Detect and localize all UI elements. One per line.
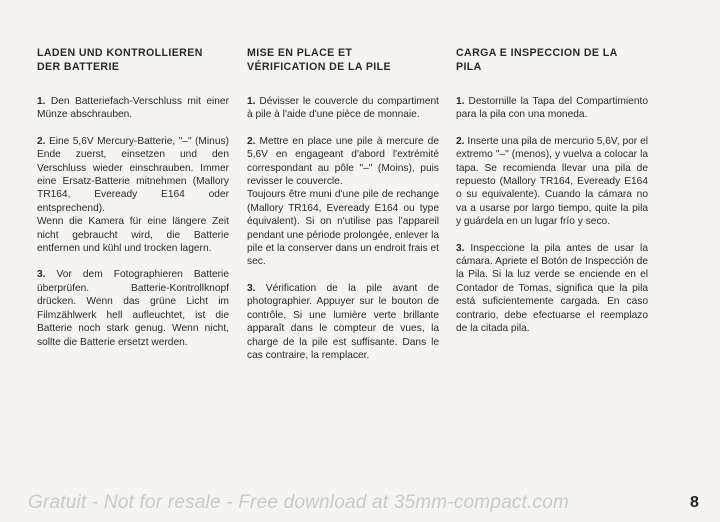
- step-2: [37, 135, 229, 256]
- step-3: [247, 282, 439, 362]
- step-continuation: Wenn die Kamera für eine längere Zeit nicht gebraucht wird, die Batterie entfernen und kühl und trocken lagern.: [37, 216, 229, 255]
- step-1: [37, 95, 229, 122]
- step-continuation: Toujours être muni d'une pile de rechange (Mallory TR164, Eveready E164 ou type équivalent). Si on n'utilise pas l'appareil pendant une période prolongée, enlever la pile et la conserver dans un endroit frais et sec.: [247, 189, 439, 268]
- step-text: Vor dem Fotographieren Batterie überprüfen. Batterie-Kontrollknopf drücken. Wenn das grüne Licht im Filmzählwerk hell aufleuchtet, ist die Batterie noch stark genug. Wenn nicht, sollte die Batterie ersetzt werden.: [37, 269, 229, 348]
- heading-line-1: LADEN UND KONTROLLIEREN: [37, 47, 203, 59]
- heading-spanish: [456, 46, 648, 74]
- step-text: Den Batteriefach-Verschluss mit einer Münze abschrauben.: [37, 96, 229, 121]
- step-text: Mettre en place une pile à mercure de 5,6V en engageant d'abord l'extrémité correspondant au pôle "–" (Moins), puis revisser le couvercle.: [247, 135, 439, 188]
- step-number: 1.: [456, 96, 465, 107]
- heading-line-2: DER BATTERIE: [37, 61, 120, 73]
- step-text: Dévisser le couvercle du compartiment à pile à l'aide d'une pièce de monnaie.: [247, 96, 439, 121]
- column-german: [37, 46, 229, 362]
- step-2: [456, 135, 648, 229]
- step-text: Inspeccione la pila antes de usar la cámara. Apriete el Botón de Inspección de la Pila. Si la luz verde se enciende en el Contador de Tomas, significa que la pila está suficientemente cargada. En caso contrario, debe efectuarse el reemplazo de la citada pila.: [456, 242, 648, 335]
- step-number: 3.: [456, 242, 465, 254]
- heading-german: [37, 46, 229, 74]
- step-number: 2.: [37, 135, 46, 147]
- heading-line-1: MISE EN PLACE ET: [247, 47, 353, 59]
- step-number: 3.: [247, 282, 256, 294]
- step-2: [247, 135, 439, 269]
- step-text: Vérification de la pile avant de photographier. Appuyer sur le bouton de contrôle. Si une lumière verte brillante apparaît dans le compteur de vues, la charge de la pile est suffisante. Dans le cas contraire, la remplacer.: [247, 282, 439, 361]
- step-3: [37, 268, 229, 348]
- step-text: Inserte una pila de mercurio 5,6V, por el extremo "–" (menos), y vuelva a colocar la tapa. Se recomienda llevar una pila de repuesto (Mallory TR164, Eveready E164 o su equivalente). Cuando la cámara no va a usarse por largo tiempo, quite la pila y guárdela en un lugar frío y seco.: [456, 135, 648, 228]
- heading-line-1: CARGA E INSPECCION DE LA: [456, 47, 618, 59]
- step-number: 3.: [37, 269, 46, 281]
- step-number: 1.: [247, 96, 256, 107]
- step-1: [456, 95, 648, 122]
- heading-line-2: PILA: [456, 61, 482, 73]
- heading-french: [247, 46, 439, 74]
- step-number: 2.: [456, 135, 465, 147]
- step-1: [247, 95, 439, 122]
- column-spanish: [456, 46, 648, 349]
- step-number: 2.: [247, 135, 256, 147]
- column-french: [247, 46, 439, 375]
- heading-line-2: VÉRIFICATION DE LA PILE: [247, 61, 391, 73]
- watermark-footer: Gratuit - Not for resale - Free download at 35mm-compact.com: [28, 492, 570, 513]
- step-text: Destornille la Tapa del Compartimiento para la pila con una moneda.: [456, 96, 648, 121]
- page-number: 8: [690, 494, 699, 511]
- step-3: [456, 242, 648, 336]
- step-number: 1.: [37, 96, 46, 107]
- step-text: Eine 5,6V Mercury-Batterie, "–" (Minus) Ende zuerst, einsetzen und den Verschluss wieder einschrauben. Immer eine Ersatz-Batterie mitnehmen (Mallory TR164, Eveready E164 oder entsprechend).: [37, 135, 229, 214]
